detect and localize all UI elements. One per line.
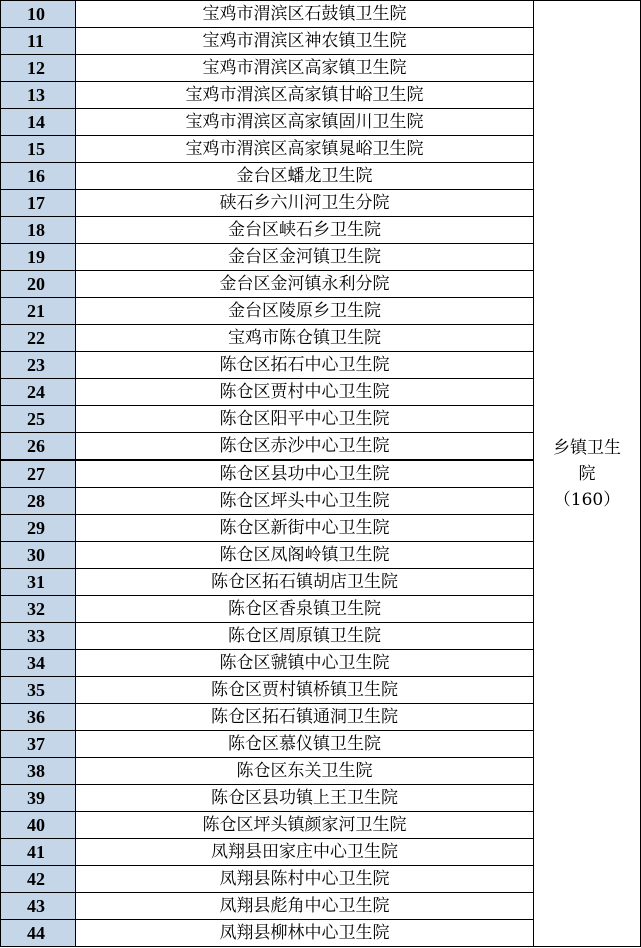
row-number-cell: 12 <box>1 55 76 82</box>
institution-name-cell: 宝鸡市渭滨区高家镇卫生院 <box>76 55 534 82</box>
row-number-cell: 43 <box>1 893 76 920</box>
row-number-cell: 39 <box>1 785 76 812</box>
institution-name-cell: 凤翔县陈村中心卫生院 <box>76 866 534 893</box>
row-number-cell: 22 <box>1 325 76 352</box>
institution-name-cell: 金台区陵原乡卫生院 <box>76 298 534 325</box>
institution-name-cell: 陈仓区坪头中心卫生院 <box>76 488 534 515</box>
category-cell <box>534 1 641 947</box>
table-row <box>1 1 641 28</box>
row-number-cell: 17 <box>1 190 76 217</box>
institution-name-cell: 陈仓区阳平中心卫生院 <box>76 406 534 433</box>
row-number-cell: 42 <box>1 866 76 893</box>
institution-name-cell: 陈仓区虢镇中心卫生院 <box>76 650 534 677</box>
institution-name-cell: 硖石乡六川河卫生分院 <box>76 190 534 217</box>
row-number-cell: 23 <box>1 352 76 379</box>
institution-name-cell: 陈仓区周原镇卫生院 <box>76 623 534 650</box>
row-number-cell: 20 <box>1 271 76 298</box>
institution-name-cell: 凤翔县柳林中心卫生院 <box>76 920 534 947</box>
institution-name-cell: 陈仓区贾村中心卫生院 <box>76 379 534 406</box>
row-number-cell: 29 <box>1 515 76 542</box>
institution-name-cell: 陈仓区拓石镇胡店卫生院 <box>76 569 534 596</box>
row-number-cell: 25 <box>1 406 76 433</box>
row-number-cell: 38 <box>1 758 76 785</box>
institution-name-cell: 陈仓区拓石中心卫生院 <box>76 352 534 379</box>
institution-name-cell: 金台区峡石乡卫生院 <box>76 217 534 244</box>
row-number-cell: 19 <box>1 244 76 271</box>
institution-name-cell: 宝鸡市渭滨区石鼓镇卫生院 <box>76 1 534 28</box>
row-number-cell: 28 <box>1 488 76 515</box>
row-number-cell: 14 <box>1 109 76 136</box>
institution-name-cell: 凤翔县彪角中心卫生院 <box>76 893 534 920</box>
row-number-cell: 16 <box>1 163 76 190</box>
institution-name-cell: 金台区金河镇永利分院 <box>76 271 534 298</box>
table-body <box>1 1 641 947</box>
row-number-cell: 10 <box>1 1 76 28</box>
row-number-cell: 31 <box>1 569 76 596</box>
institution-name-cell: 宝鸡市渭滨区神农镇卫生院 <box>76 28 534 55</box>
row-number-cell: 18 <box>1 217 76 244</box>
category-label-line3: （160） <box>553 489 621 510</box>
institution-name-cell: 金台区金河镇卫生院 <box>76 244 534 271</box>
row-number-cell: 41 <box>1 839 76 866</box>
institution-name-cell: 陈仓区香泉镇卫生院 <box>76 596 534 623</box>
row-number-cell: 37 <box>1 731 76 758</box>
row-number-cell: 44 <box>1 920 76 947</box>
institution-name-cell: 宝鸡市渭滨区高家镇固川卫生院 <box>76 109 534 136</box>
institution-name-cell: 宝鸡市渭滨区高家镇甘峪卫生院 <box>76 82 534 109</box>
row-number-cell: 32 <box>1 596 76 623</box>
row-number-cell: 35 <box>1 677 76 704</box>
row-number-cell: 13 <box>1 82 76 109</box>
institution-name-cell: 陈仓区凤阁岭镇卫生院 <box>76 542 534 569</box>
institution-name-cell: 凤翔县田家庄中心卫生院 <box>76 839 534 866</box>
institution-name-cell: 陈仓区东关卫生院 <box>76 758 534 785</box>
institution-name-cell: 陈仓区慕仪镇卫生院 <box>76 731 534 758</box>
institution-name-cell: 陈仓区县功中心卫生院 <box>76 460 534 488</box>
row-number-cell: 11 <box>1 28 76 55</box>
institution-name-cell: 陈仓区赤沙中心卫生院 <box>76 433 534 461</box>
institution-name-cell: 宝鸡市陈仓镇卫生院 <box>76 325 534 352</box>
institution-name-cell: 陈仓区拓石镇通洞卫生院 <box>76 704 534 731</box>
row-number-cell: 36 <box>1 704 76 731</box>
category-label-line1: 乡镇卫生 <box>553 437 621 458</box>
row-number-cell: 40 <box>1 812 76 839</box>
row-number-cell: 30 <box>1 542 76 569</box>
row-number-cell: 26 <box>1 433 76 461</box>
institution-name-cell: 金台区蟠龙卫生院 <box>76 163 534 190</box>
row-number-cell: 33 <box>1 623 76 650</box>
row-number-cell: 34 <box>1 650 76 677</box>
institution-name-cell: 宝鸡市渭滨区高家镇晁峪卫生院 <box>76 136 534 163</box>
row-number-cell: 21 <box>1 298 76 325</box>
category-label-line2: 院 <box>578 463 596 484</box>
institution-name-cell: 陈仓区贾村镇桥镇卫生院 <box>76 677 534 704</box>
row-number-cell: 24 <box>1 379 76 406</box>
institution-name-cell: 陈仓区坪头镇颜家河卫生院 <box>76 812 534 839</box>
institution-name-cell: 陈仓区新街中心卫生院 <box>76 515 534 542</box>
row-number-cell: 15 <box>1 136 76 163</box>
row-number-cell: 27 <box>1 460 76 488</box>
institution-name-cell: 陈仓区县功镇上王卫生院 <box>76 785 534 812</box>
